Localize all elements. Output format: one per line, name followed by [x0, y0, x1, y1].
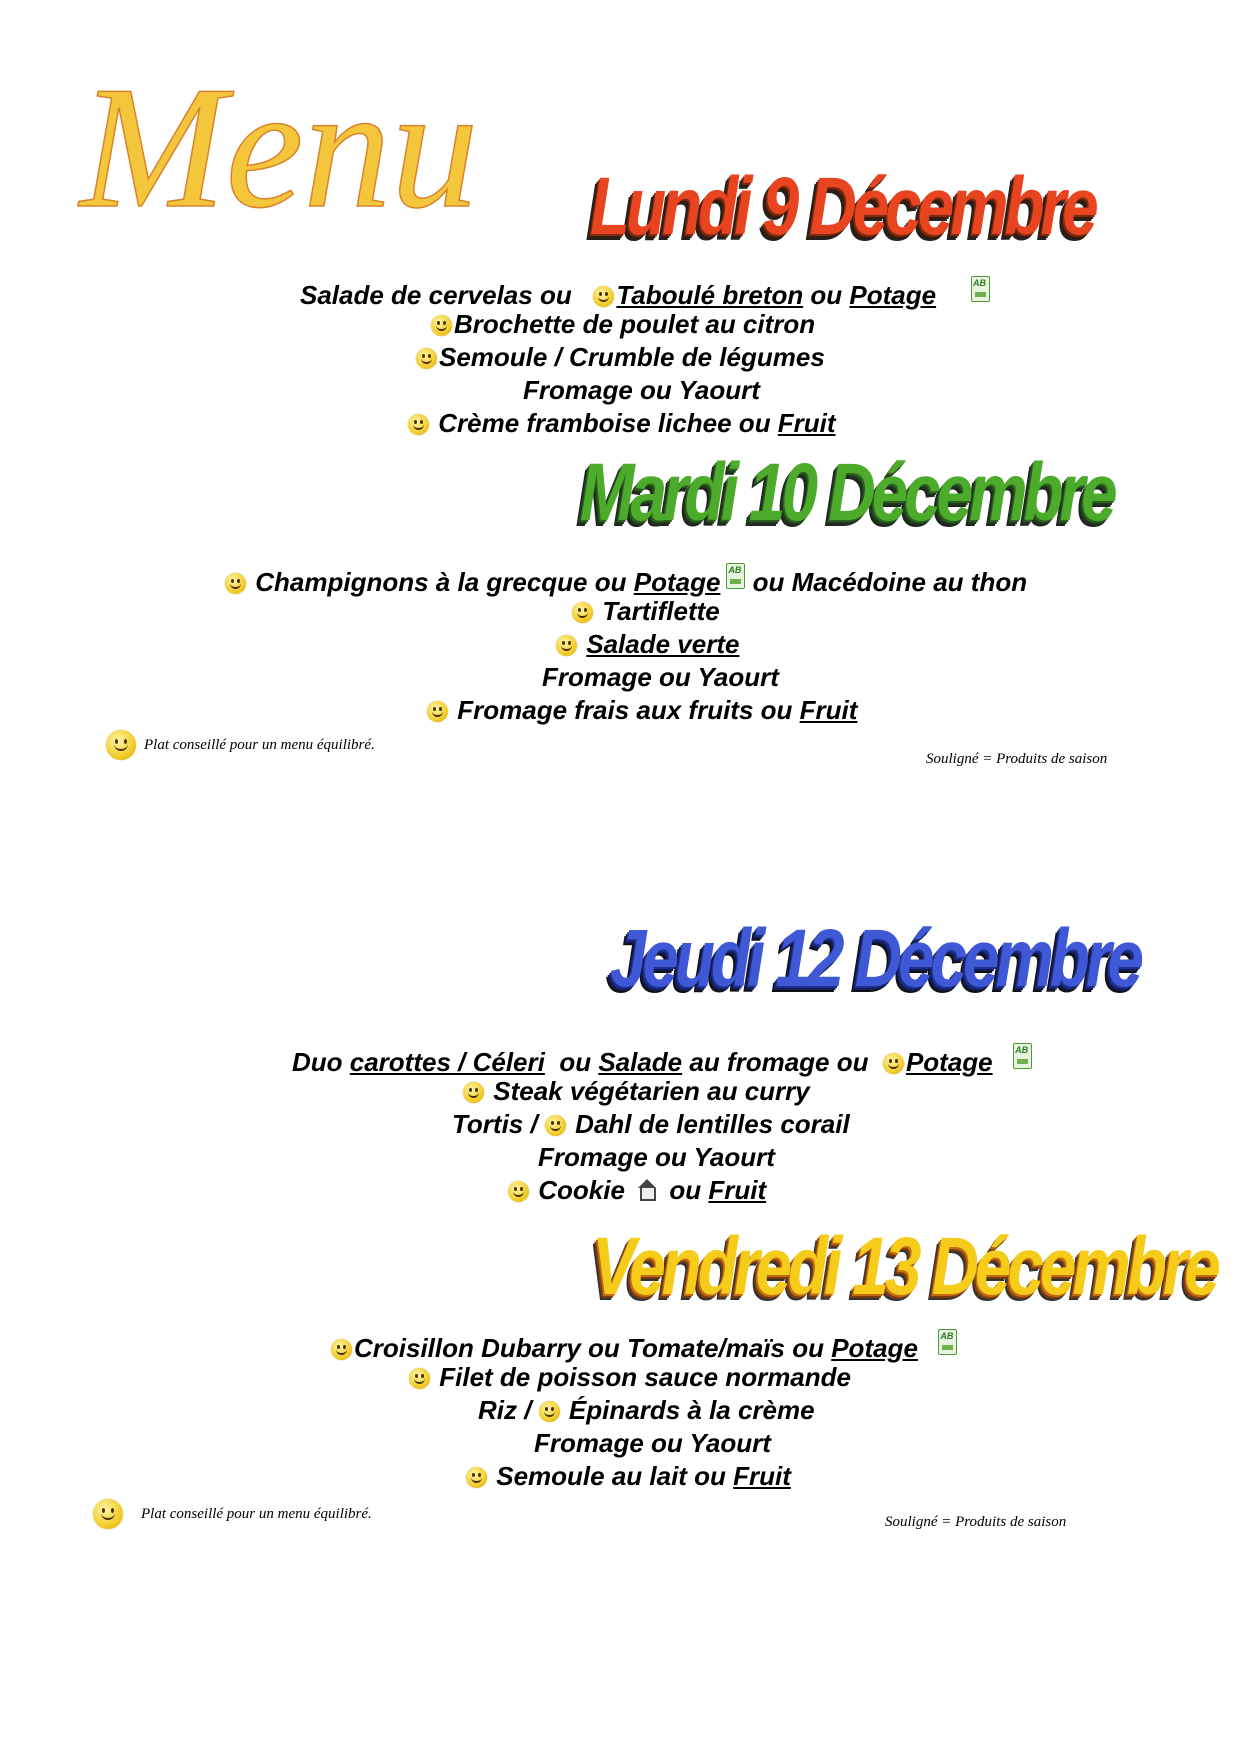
menu-line: Riz / Épinards à la crème: [478, 1395, 815, 1425]
menu-line: Salade de cervelas ou Taboulé breton ou Potage AB: [0, 276, 1240, 310]
legend-text: Plat conseillé pour un menu équilibré.: [141, 1505, 372, 1522]
smiley-icon: [408, 414, 429, 435]
menu-line: Tortis / Dahl de lentilles corail: [452, 1109, 850, 1139]
menu-line: Champignons à la grecque ou PotageAB ou Macédoine au thon: [0, 563, 1240, 597]
menu-line: Steak végétarien au curry: [0, 1076, 1240, 1106]
menu-line: Duo carottes / Céleri ou Salade au fromage ou Potage AB: [0, 1043, 1240, 1077]
menu-line: Filet de poisson sauce normande: [0, 1362, 1240, 1392]
smiley-icon: [409, 1368, 430, 1389]
season-note: Souligné = Produits de saison: [926, 751, 1108, 767]
menu-line: Brochette de poulet au citron: [0, 309, 1240, 339]
menu-line: Croisillon Dubarry ou Tomate/maïs ou Potage AB: [0, 1329, 1240, 1363]
smiley-icon: [572, 602, 593, 623]
legend: [106, 730, 375, 760]
menu-line: Salade verte: [0, 629, 1240, 659]
smiley-icon: [427, 701, 448, 722]
menu-line: Fromage ou Yaourt: [534, 1428, 771, 1458]
smiley-icon: [331, 1339, 352, 1360]
menu-line: Tartiflette: [0, 596, 1240, 626]
smiley-icon: [416, 348, 437, 369]
smiley-icon: [593, 286, 614, 307]
menu-line: Semoule / Crumble de légumes: [0, 342, 1240, 372]
smiley-icon: [545, 1115, 566, 1136]
ab-organic-logo: [726, 563, 745, 589]
menu-line: Crème framboise lichee ou Fruit: [0, 408, 1240, 438]
house-icon: [636, 1179, 658, 1201]
menu-title: Menu: [80, 50, 479, 244]
day-header-jeudi: Jeudi 12 Décembre: [610, 913, 1140, 1004]
smiley-icon: [431, 315, 452, 336]
day-header-lundi: Lundi 9 Décembre: [590, 161, 1095, 252]
smiley-icon: [556, 635, 577, 656]
ab-organic-logo: [938, 1329, 957, 1355]
smiley-icon: [539, 1401, 560, 1422]
smiley-icon: [508, 1181, 529, 1202]
smiley-icon: [106, 730, 136, 760]
ab-organic-logo: [971, 276, 990, 302]
smiley-icon: [93, 1499, 123, 1529]
smiley-icon: [883, 1053, 904, 1074]
legend: [93, 1499, 372, 1529]
smiley-icon: [225, 573, 246, 594]
ab-organic-logo: [1013, 1043, 1032, 1069]
day-header-vendredi: Vendredi 13 Décembre: [592, 1221, 1217, 1312]
smiley-icon: [466, 1467, 487, 1488]
menu-line: Fromage frais aux fruits ou Fruit: [0, 695, 1240, 725]
day-header-mardi: Mardi 10 Décembre: [580, 447, 1114, 538]
menu-line: Semoule au lait ou Fruit: [0, 1461, 1240, 1491]
menu-line: Fromage ou Yaourt: [542, 662, 779, 692]
legend-text: Plat conseillé pour un menu équilibré.: [144, 736, 375, 753]
smiley-icon: [463, 1082, 484, 1103]
season-note: Souligné = Produits de saison: [885, 1514, 1067, 1530]
menu-line: Fromage ou Yaourt: [523, 375, 760, 405]
menu-line: Cookie ou Fruit: [0, 1175, 1240, 1205]
menu-line: Fromage ou Yaourt: [538, 1142, 775, 1172]
